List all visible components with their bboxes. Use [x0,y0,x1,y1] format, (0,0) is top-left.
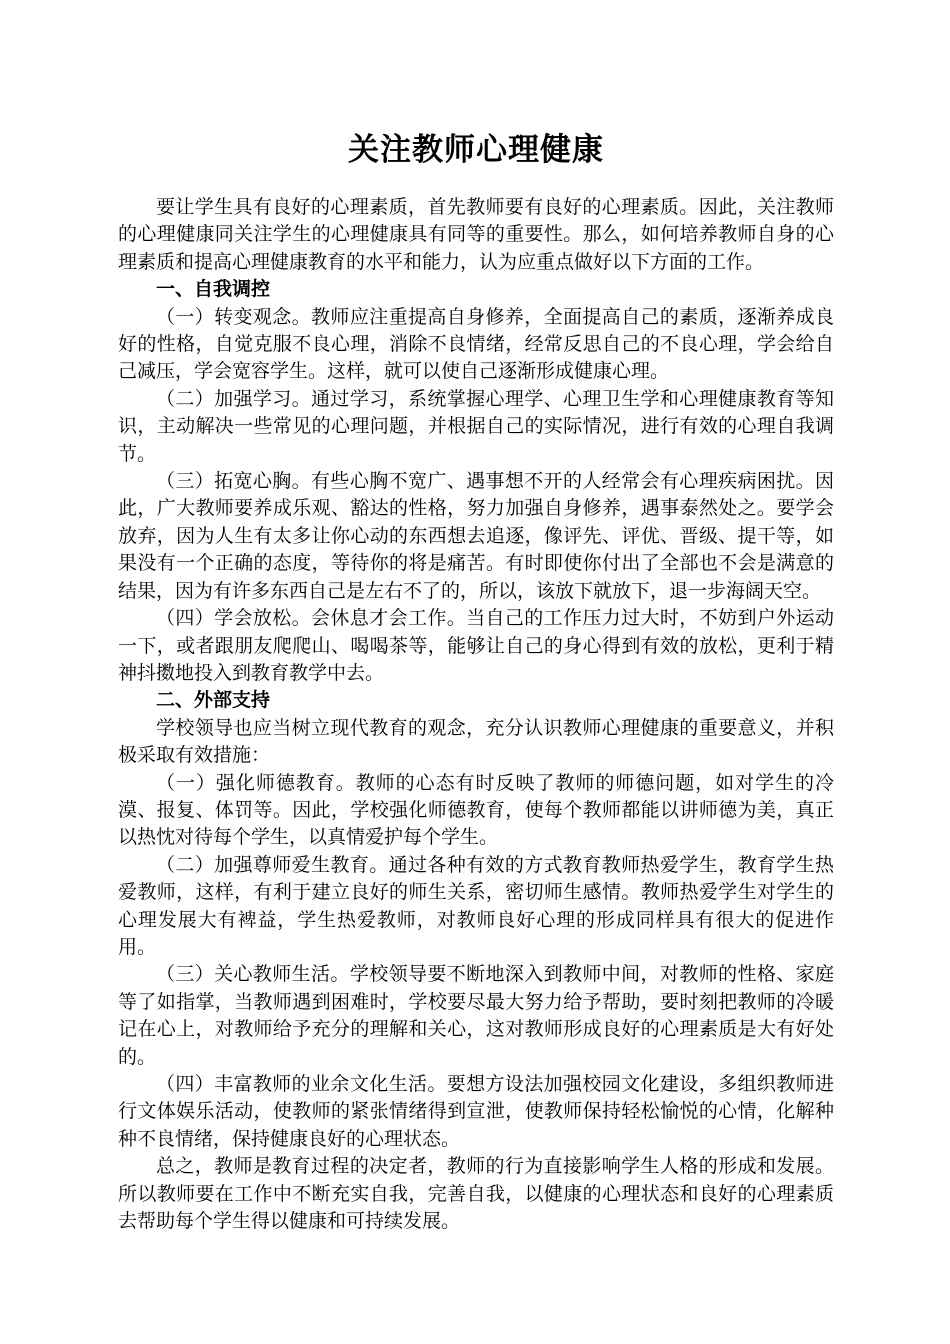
paragraph-change-concept: （一）转变观念。教师应注重提高自身修养，全面提高自己的素质，逐渐养成良好的性格，自觉克服不良心理，消除不良情绪，经常反思自己的不良心理，学会给自己减压，学会宽容学生。这样，就可以使自己逐渐形成健康心理。 [118,305,834,383]
conclusion-paragraph: 总之，教师是教育过程的决定者，教师的行为直接影响学生人格的形成和发展。所以教师要在工作中不断充实自我，完善自我，以健康的心理状态和良好的心理素质去帮助每个学生得以健康和可持续发展。 [118,1155,834,1233]
document-page [118,128,834,1235]
intro-paragraph: 要让学生具有良好的心理素质，首先教师要有良好的心理素质。因此，关注教师的心理健康同关注学生的心理健康具有同等的重要性。那么，如何培养教师自身的心理素质和提高心理健康教育的水平和能力，认为应重点做好以下方面的工作。 [118,196,834,273]
document-title: 关注教师心理健康 [348,132,604,168]
paragraph-care-teacher-life: （三）关心教师生活。学校领导要不断地深入到教师中间，对教师的性格、家庭等了如指掌，当教师遇到困难时，学校要尽最大努力给予帮助，要时刻把教师的冷暖记在心上，对教师给予充分的理解和关心，这对教师形成良好的心理素质是大有好处的。 [118,963,834,1068]
paragraph-ethics-education: （一）强化师德教育。教师的心态有时反映了教师的师德问题，如对学生的冷漠、报复、体罚等。因此，学校强化师德教育，使每个教师都能以讲师德为美，真正以热忱对待每个学生，以真情爱护每个学生。 [118,771,834,849]
section-heading-self-regulation: 一、自我调控 [156,278,271,301]
paragraph-learn-relax: （四）学会放松。会休息才会工作。当自己的工作压力过大时，不妨到户外运动一下，或者跟朋友爬爬山、喝喝茶等，能够让自己的身心得到有效的放松，更利于精神抖擞地投入到教育教学中去。 [118,607,834,684]
paragraph-broaden-mind: （三）拓宽心胸。有些心胸不宽广、遇事想不开的人经常会有心理疾病困扰。因此，广大教师要养成乐观、豁达的性格，努力加强自身修养，遇事泰然处之。要学会放弃，因为人生有太多让你心动的东西想去追逐，像评先、评优、晋级、提干等，如果没有一个正确的态度，等待你的将是痛苦。有时即使你付出了全部也不会是满意的结果，因为有许多东西自己是左右不了的，所以，该放下就放下，退一步海阔天空。 [118,470,834,602]
paragraph-strengthen-learning: （二）加强学习。通过学习，系统掌握心理学、心理卫生学和心理健康教育等知识，主动解决一些常见的心理问题，并根据自己的实际情况，进行有效的心理自我调节。 [118,387,834,465]
paragraph-enrich-leisure: （四）丰富教师的业余文化生活。要想方设法加强校园文化建设，多组织教师进行文体娱乐活动，使教师的紧张情绪得到宣泄，使教师保持轻松愉悦的心情，化解种种不良情绪，保持健康良好的心理状态。 [118,1073,834,1150]
paragraph-external-intro: 学校领导也应当树立现代教育的观念，充分认识教师心理健康的重要意义，并积极采取有效措施： [118,716,834,767]
paragraph-respect-education: （二）加强尊师爱生教育。通过各种有效的方式教育教师热爱学生，教育学生热爱教师，这样，有利于建立良好的师生关系，密切师生感情。教师热爱学生对学生的心理发展大有裨益，学生热爱教师，对教师良好心理的形成同样具有很大的促进作用。 [118,853,834,958]
section-heading-external-support: 二、外部支持 [156,689,271,712]
